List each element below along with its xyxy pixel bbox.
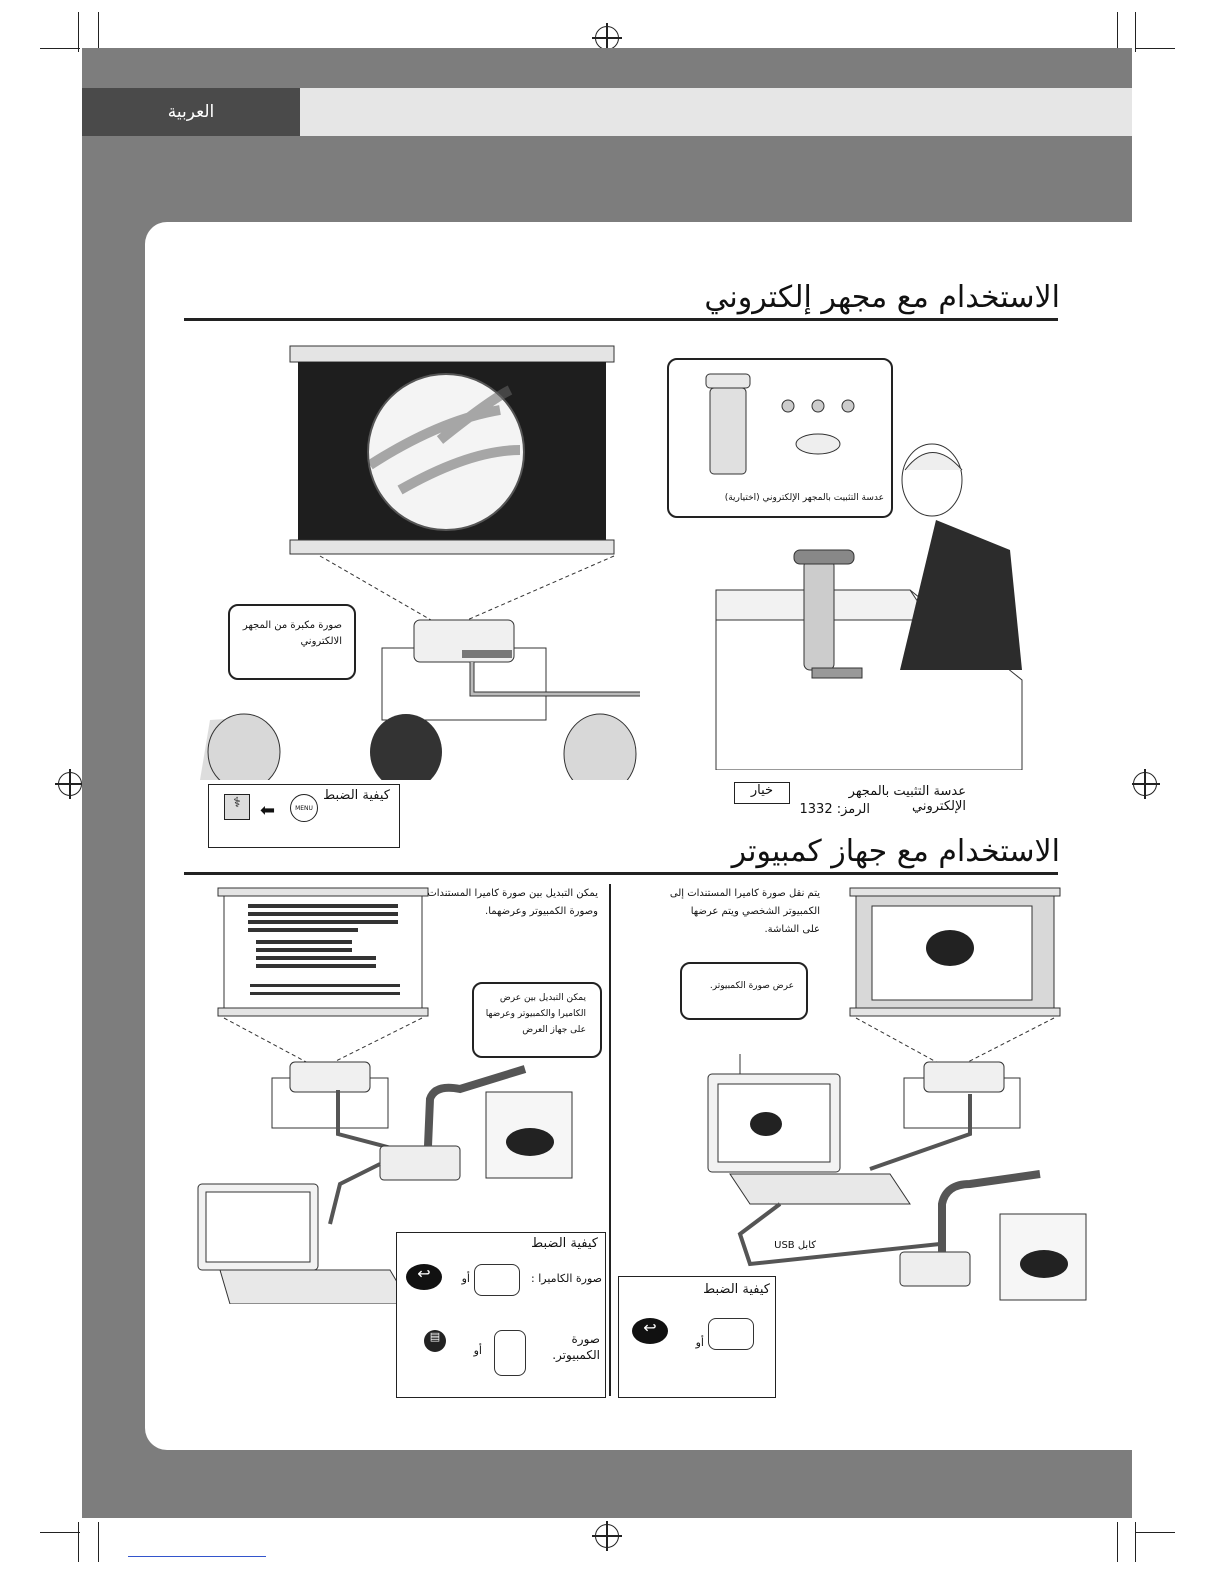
crop-mark bbox=[1135, 48, 1175, 49]
camera-image-label: صورة الكاميرا : bbox=[531, 1272, 602, 1285]
crop-mark bbox=[98, 12, 99, 52]
crop-mark bbox=[40, 1532, 80, 1533]
crop-mark bbox=[1135, 1522, 1136, 1562]
section-title-computer: الاستخدام مع جهاز كمبيوتر bbox=[731, 834, 1060, 869]
switch-callout-line2: الكاميرا والكمبيوتر وعرضها bbox=[485, 1009, 586, 1019]
option-tag: خيار bbox=[734, 782, 790, 804]
registration-mark-bottom bbox=[595, 1524, 619, 1548]
crop-mark bbox=[40, 48, 80, 49]
product-code: الرمز: 1332 bbox=[799, 802, 870, 817]
registration-mark-left bbox=[58, 772, 82, 796]
switch-callout-line3: على جهاز العرض bbox=[522, 1025, 586, 1035]
pc-image-callout-text: عرض صورة الكمبيوتر. bbox=[709, 981, 794, 991]
usb-cable-label: كابل USB bbox=[774, 1240, 816, 1251]
registration-mark-top bbox=[595, 26, 619, 50]
microscope-mode-icon[interactable]: ⚕ bbox=[224, 794, 250, 820]
crop-mark bbox=[78, 1522, 79, 1562]
camera-pc-button[interactable]: ↩ bbox=[632, 1318, 668, 1344]
pc-image-label-line2: الكمبيوتر. bbox=[552, 1348, 600, 1362]
accessory-label: عدسة التثبيت بالمجهر الإلكتروني (اختيارية) bbox=[724, 493, 884, 503]
setup-title-menu: كيفية الضبط bbox=[323, 788, 390, 803]
registration-mark-right bbox=[1133, 772, 1157, 796]
crop-mark bbox=[1135, 1532, 1175, 1533]
camera-button[interactable]: ↩ bbox=[406, 1264, 442, 1290]
or-label-3: أو bbox=[695, 1336, 704, 1349]
setup-title-right: كيفية الضبط bbox=[703, 1282, 770, 1297]
crop-mark bbox=[1117, 12, 1118, 52]
language-tab: العربية bbox=[82, 88, 300, 136]
switch-callout-line1: يمكن التبديل بين عرض bbox=[499, 993, 586, 1003]
left-caption-line1: يمكن التبديل بين صورة كاميرا المستندات bbox=[427, 888, 598, 899]
magnified-image-label-line2: الالكتروني bbox=[300, 636, 342, 647]
pc-button[interactable]: ▤ bbox=[424, 1330, 446, 1352]
setup-title-left: كيفية الضبط bbox=[531, 1236, 598, 1251]
or-label-2: أو bbox=[473, 1344, 482, 1357]
or-label: أو bbox=[461, 1272, 470, 1285]
magnified-image-label-line1: صورة مكبرة من المجهر bbox=[242, 620, 342, 631]
presenter-microscope-illustration bbox=[700, 430, 1030, 770]
pc-display-illustration bbox=[620, 884, 1100, 1324]
crop-mark bbox=[98, 1522, 99, 1562]
column-divider bbox=[609, 884, 611, 1396]
left-caption-line2: وصورة الكمبيوتر وعرضهما. bbox=[485, 906, 598, 917]
footer-link-line bbox=[128, 1556, 266, 1557]
pc-image-label-line1: صورة bbox=[571, 1332, 600, 1346]
remote-camera-icon[interactable] bbox=[474, 1264, 520, 1296]
menu-button-label: MENU bbox=[295, 804, 313, 812]
arrow-left-icon: ⬅ bbox=[260, 800, 276, 821]
crop-mark bbox=[78, 12, 79, 52]
right-caption-line2: الكمبيوتر الشخصي ويتم عرضها bbox=[690, 906, 820, 917]
projection-screen-illustration bbox=[200, 340, 640, 780]
option-text: عدسة التثبيت بالمجهر الإلكتروني bbox=[848, 784, 966, 814]
crop-mark bbox=[1135, 12, 1136, 52]
section-rule bbox=[184, 872, 1058, 875]
remote-camera-pc-icon[interactable] bbox=[708, 1318, 754, 1350]
menu-button[interactable] bbox=[290, 794, 318, 822]
right-caption-line3: على الشاشة. bbox=[764, 924, 820, 935]
section-rule bbox=[184, 318, 1058, 321]
crop-mark bbox=[1117, 1522, 1118, 1562]
remote-pc-icon[interactable] bbox=[494, 1330, 526, 1376]
right-caption-line1: يتم نقل صورة كاميرا المستندات إلى bbox=[669, 888, 820, 899]
section-title-microscope: الاستخدام مع مجهر إلكتروني bbox=[704, 280, 1060, 315]
